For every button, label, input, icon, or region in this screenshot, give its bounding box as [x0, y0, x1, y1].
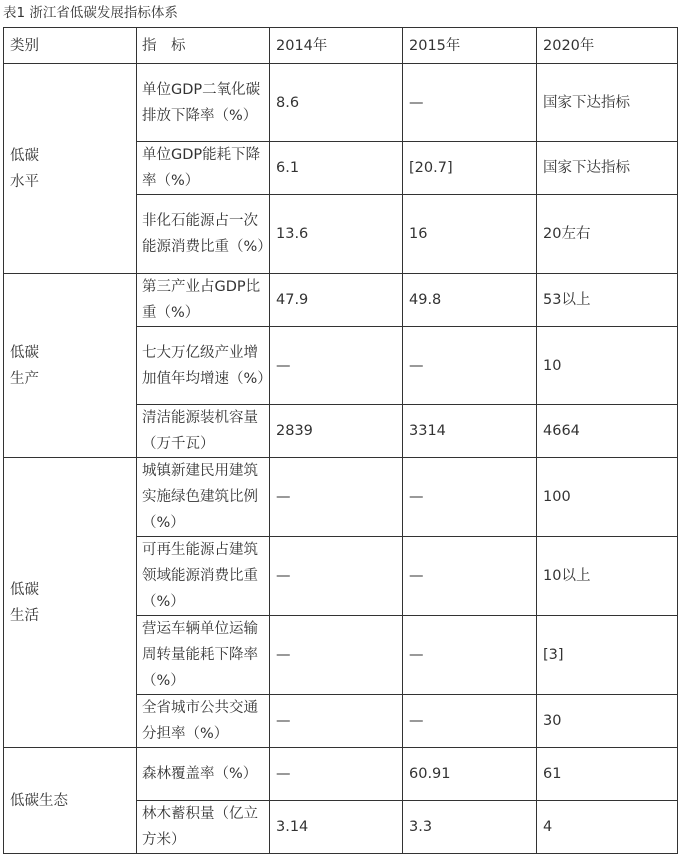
value-2020-cell: 53以上: [537, 274, 678, 327]
value-2014-cell: —: [270, 616, 403, 695]
value-2014-cell: 47.9: [270, 274, 403, 327]
table-row: [4, 274, 678, 327]
value-2020-cell: 10: [537, 327, 678, 405]
value-2015-cell: —: [403, 537, 537, 616]
category-cell: 低碳 生产: [4, 274, 137, 458]
value-2014-cell: 3.14: [270, 801, 403, 854]
header-row: [4, 28, 678, 64]
category-cell: 低碳 生活: [4, 458, 137, 748]
value-2015-cell: —: [403, 327, 537, 405]
value-2015-cell: —: [403, 695, 537, 748]
value-2020-cell: 4664: [537, 405, 678, 458]
header-2014: 2014年: [270, 28, 403, 64]
indicator-cell: 全省城市公共交通分担率（%）: [137, 695, 270, 748]
indicator-cell: 七大万亿级产业增加值年均增速（%）: [137, 327, 270, 405]
header-category: 类别: [4, 28, 137, 64]
indicator-table: [3, 27, 678, 854]
header-2015: 2015年: [403, 28, 537, 64]
value-2014-cell: 6.1: [270, 142, 403, 195]
value-2020-cell: 30: [537, 695, 678, 748]
value-2020-cell: 61: [537, 748, 678, 801]
value-2015-cell: [20.7]: [403, 142, 537, 195]
value-2015-cell: 60.91: [403, 748, 537, 801]
value-2020-cell: 20左右: [537, 195, 678, 274]
indicator-cell: 林木蓄积量（亿立方米）: [137, 801, 270, 854]
indicator-cell: 城镇新建民用建筑实施绿色建筑比例（%）: [137, 458, 270, 537]
indicator-cell: 第三产业占GDP比重（%）: [137, 274, 270, 327]
value-2014-cell: 13.6: [270, 195, 403, 274]
value-2020-cell: 国家下达指标: [537, 142, 678, 195]
indicator-cell: 清洁能源装机容量（万千瓦）: [137, 405, 270, 458]
header-indicator: 指 标: [137, 28, 270, 64]
value-2015-cell: —: [403, 64, 537, 142]
indicator-cell: 单位GDP能耗下降率（%）: [137, 142, 270, 195]
header-2020: 2020年: [537, 28, 678, 64]
value-2014-cell: 2839: [270, 405, 403, 458]
value-2015-cell: 16: [403, 195, 537, 274]
value-2015-cell: —: [403, 458, 537, 537]
category-cell: 低碳 水平: [4, 64, 137, 274]
value-2015-cell: 3314: [403, 405, 537, 458]
value-2020-cell: 10以上: [537, 537, 678, 616]
value-2020-cell: 国家下达指标: [537, 64, 678, 142]
indicator-cell: 森林覆盖率（%）: [137, 748, 270, 801]
table-row: [4, 64, 678, 142]
value-2020-cell: 4: [537, 801, 678, 854]
table-row: [4, 748, 678, 801]
value-2020-cell: 100: [537, 458, 678, 537]
value-2015-cell: 3.3: [403, 801, 537, 854]
table-caption: 表1 浙江省低碳发展指标体系: [3, 5, 178, 21]
value-2014-cell: 8.6: [270, 64, 403, 142]
indicator-cell: 可再生能源占建筑领域能源消费比重（%）: [137, 537, 270, 616]
table-row: [4, 458, 678, 537]
value-2014-cell: —: [270, 327, 403, 405]
indicator-cell: 营运车辆单位运输周转量能耗下降率（%）: [137, 616, 270, 695]
value-2014-cell: —: [270, 695, 403, 748]
value-2014-cell: —: [270, 748, 403, 801]
value-2014-cell: —: [270, 537, 403, 616]
indicator-cell: 非化石能源占一次能源消费比重（%）: [137, 195, 270, 274]
value-2020-cell: [3]: [537, 616, 678, 695]
value-2014-cell: —: [270, 458, 403, 537]
value-2015-cell: 49.8: [403, 274, 537, 327]
indicator-cell: 单位GDP二氧化碳排放下降率（%）: [137, 64, 270, 142]
value-2015-cell: —: [403, 616, 537, 695]
category-cell: 低碳生态: [4, 748, 137, 854]
